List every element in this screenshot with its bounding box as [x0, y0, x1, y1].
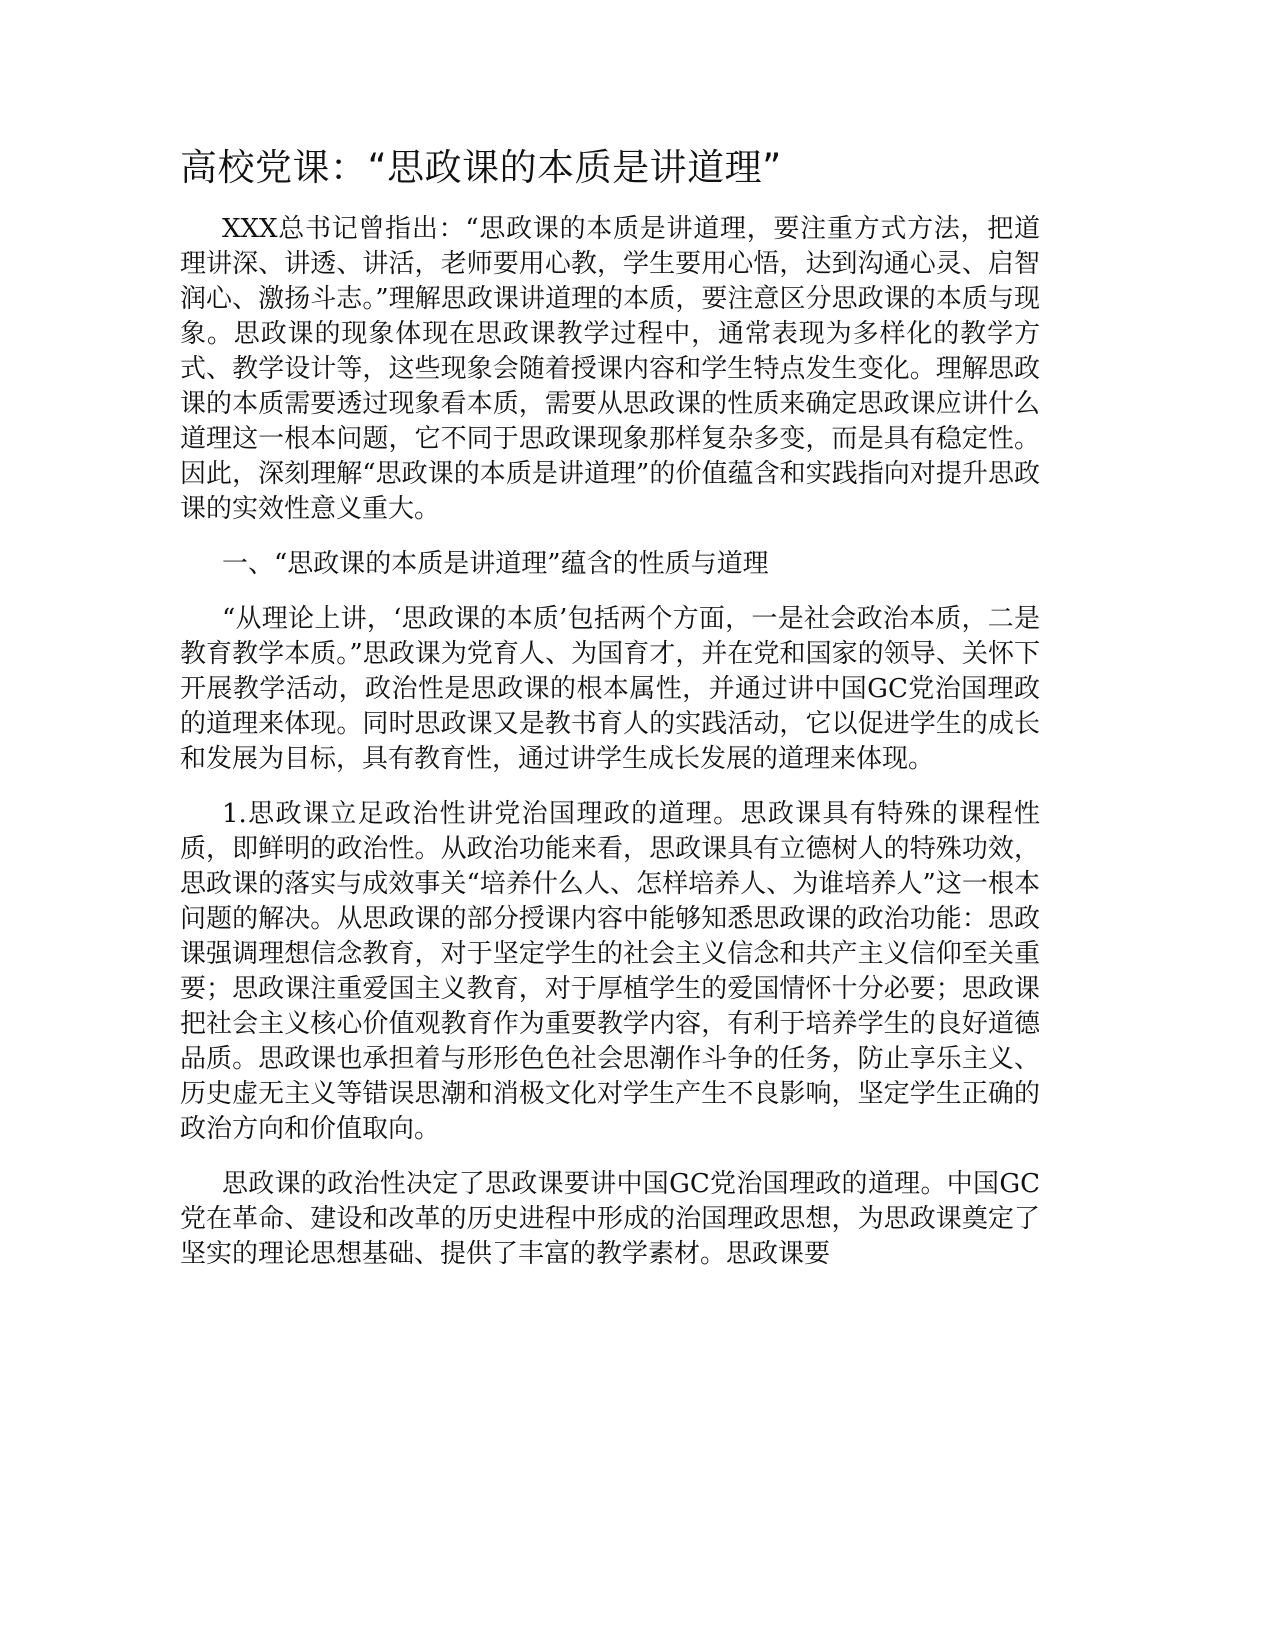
section-heading-1: 一、“思政课的本质是讲道理”蕴含的性质与道理: [222, 549, 769, 579]
paragraph-theory: “从理论上讲，‘思政课的本质’包括两个方面，一是社会政治本质，二是教育教学本质。”思政课为党育人、为国育才，并在党和国家的领导、关怀下开展教学活动，政治性是思政课的根本属性，并通过讲中国GC党治国理政的道理来体现。同时思政课又是教书育人的实践活动，它以促进学生的成长和发展为目标，具有教育性，通过讲学生成长发展的道理来体现。: [180, 604, 1040, 774]
document-title: 高校党课：“思政课的本质是讲道理”: [180, 146, 782, 189]
document-page: [180, 142, 1040, 1292]
paragraph-point-1: 1.思政课立足政治性讲党治国理政的道理。思政课具有特殊的课程性质，即鲜明的政治性。从政治功能来看，思政课具有立德树人的特殊功效，思政课的落实与成效事关“培养什么人、怎样培养人、为谁培养人”这一根本问题的解决。从思政课的部分授课内容中能够知悉思政课的政治功能：思政课强调理想信念教育，对于坚定学生的社会主义信念和共产主义信仰至关重要；思政课注重爱国主义教育，对于厚植学生的爱国情怀十分必要；思政课把社会主义核心价值观教育作为重要教学内容，有利于培养学生的良好道德品质。思政课也承担着与形形色色社会思潮作斗争的任务，防止享乐主义、历史虚无主义等错误思潮和消极文化对学生产生不良影响，坚定学生正确的政治方向和价值取向。: [180, 799, 1040, 1144]
paragraph-politics: 思政课的政治性决定了思政课要讲中国GC党治国理政的道理。中国GC党在革命、建设和改革的历史进程中形成的治国理政思想，为思政课奠定了坚实的理论思想基础、提供了丰富的教学素材。思政课要: [180, 1169, 1040, 1269]
paragraph-intro: XXX总书记曾指出：“思政课的本质是讲道理，要注重方式方法，把道理讲深、讲透、讲活，老师要用心教，学生要用心悟，达到沟通心灵、启智润心、激扬斗志。”理解思政课讲道理的本质，要注意区分思政课的本质与现象。思政课的现象体现在思政课教学过程中，通常表现为多样化的教学方式、教学设计等，这些现象会随着授课内容和学生特点发生变化。理解思政课的本质需要透过现象看本质，需要从思政课的性质来确定思政课应讲什么道理这一根本问题，它不同于思政课现象那样复杂多变，而是具有稳定性。因此，深刻理解“思政课的本质是讲道理”的价值蕴含和实践指向对提升思政课的实效性意义重大。: [180, 214, 1040, 524]
